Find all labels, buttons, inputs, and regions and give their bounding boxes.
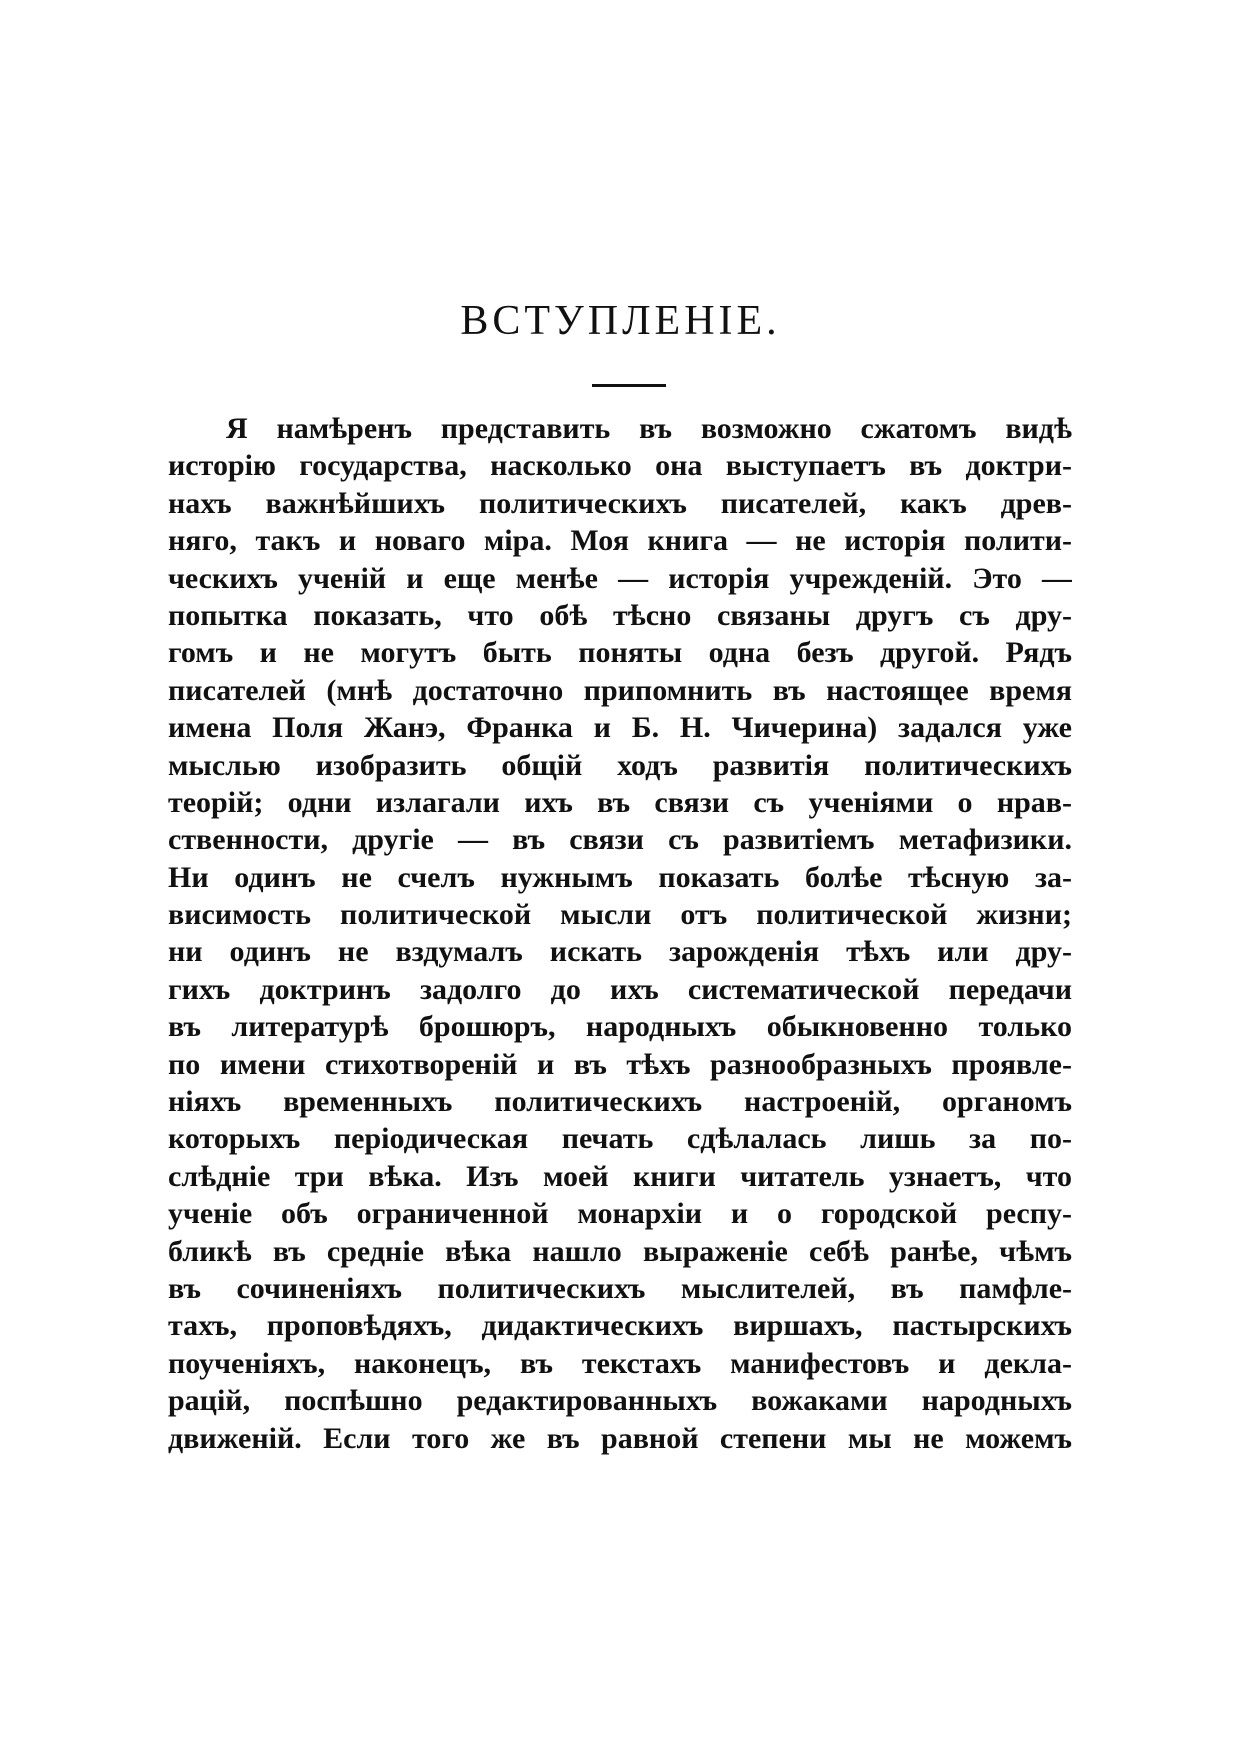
text-line: по имени стихотвореній и въ тѣхъ разнообразныхъ проявле- xyxy=(168,1047,1072,1081)
text-line: поученіяхъ, наконецъ, въ текстахъ манифестовъ и декла- xyxy=(168,1346,1072,1380)
text-line: ніяхъ временныхъ политическихъ настроеній, органомъ xyxy=(168,1085,1072,1119)
body-paragraph xyxy=(168,410,1072,1457)
text-line: въ литературѣ брошюръ, народныхъ обыкновенно только xyxy=(168,1010,1072,1044)
text-line: висимость политической мысли отъ политической жизни; xyxy=(168,898,1072,932)
text-line: писателей (мнѣ достаточно припомнить въ настоящее время xyxy=(168,673,1072,707)
text-line: гомъ и не могутъ быть поняты одна безъ другой. Рядъ xyxy=(168,636,1072,670)
text-line: няго, такъ и новаго міра. Моя книга — не исторія полити- xyxy=(168,524,1072,558)
text-line: Ни одинъ не счелъ нужнымъ показать болѣе тѣсную за- xyxy=(168,860,1072,894)
title-divider xyxy=(592,384,666,387)
text-line: бликѣ въ средніе вѣка нашло выраженіе себѣ ранѣе, чѣмъ xyxy=(168,1234,1072,1268)
text-line: исторію государства, насколько она выступаетъ въ доктри- xyxy=(168,449,1072,483)
text-line: ческихъ ученій и еще менѣе — исторія учрежденій. Это — xyxy=(168,561,1072,595)
text-line: тахъ, проповѣдяхъ, дидактическихъ виршахъ, пастырскихъ xyxy=(168,1309,1072,1343)
text-line: ни одинъ не вздумалъ искать зарожденія тѣхъ или дру- xyxy=(168,935,1072,969)
text-line: слѣдніе три вѣка. Изъ моей книги читатель узнаетъ, что xyxy=(168,1159,1072,1193)
text-line: движеній. Если того же въ равной степени мы не можемъ xyxy=(168,1421,1072,1455)
text-line: рацій, поспѣшно редактированныхъ вожаками народныхъ xyxy=(168,1384,1072,1418)
text-line: которыхъ періодическая печать сдѣлалась лишь за по- xyxy=(168,1122,1072,1156)
text-line: ственности, другіе — въ связи съ развитіемъ метафизики. xyxy=(168,823,1072,857)
chapter-title: ВСТУПЛЕНІЕ. xyxy=(460,298,781,344)
text-line: мыслью изобразить общій ходъ развитія политическихъ xyxy=(168,748,1072,782)
text-line: гихъ доктринъ задолго до ихъ систематической передачи xyxy=(168,972,1072,1006)
text-line: нахъ важнѣйшихъ политическихъ писателей, какъ древ- xyxy=(168,486,1072,520)
text-line: ученіе объ ограниченной монархіи и о городской респу- xyxy=(168,1197,1072,1231)
text-line: Я намѣренъ представить въ возможно сжатомъ видѣ xyxy=(226,412,1072,445)
text-line: попытка показать, что обѣ тѣсно связаны другъ съ дру- xyxy=(168,598,1072,632)
text-line: имена Поля Жанэ, Франка и Б. Н. Чичерина) задался уже xyxy=(168,711,1072,745)
text-line: въ сочиненіяхъ политическихъ мыслителей, въ памфле- xyxy=(168,1271,1072,1305)
text-line: теорій; одни излагали ихъ въ связи съ ученіями о нрав- xyxy=(168,785,1072,819)
